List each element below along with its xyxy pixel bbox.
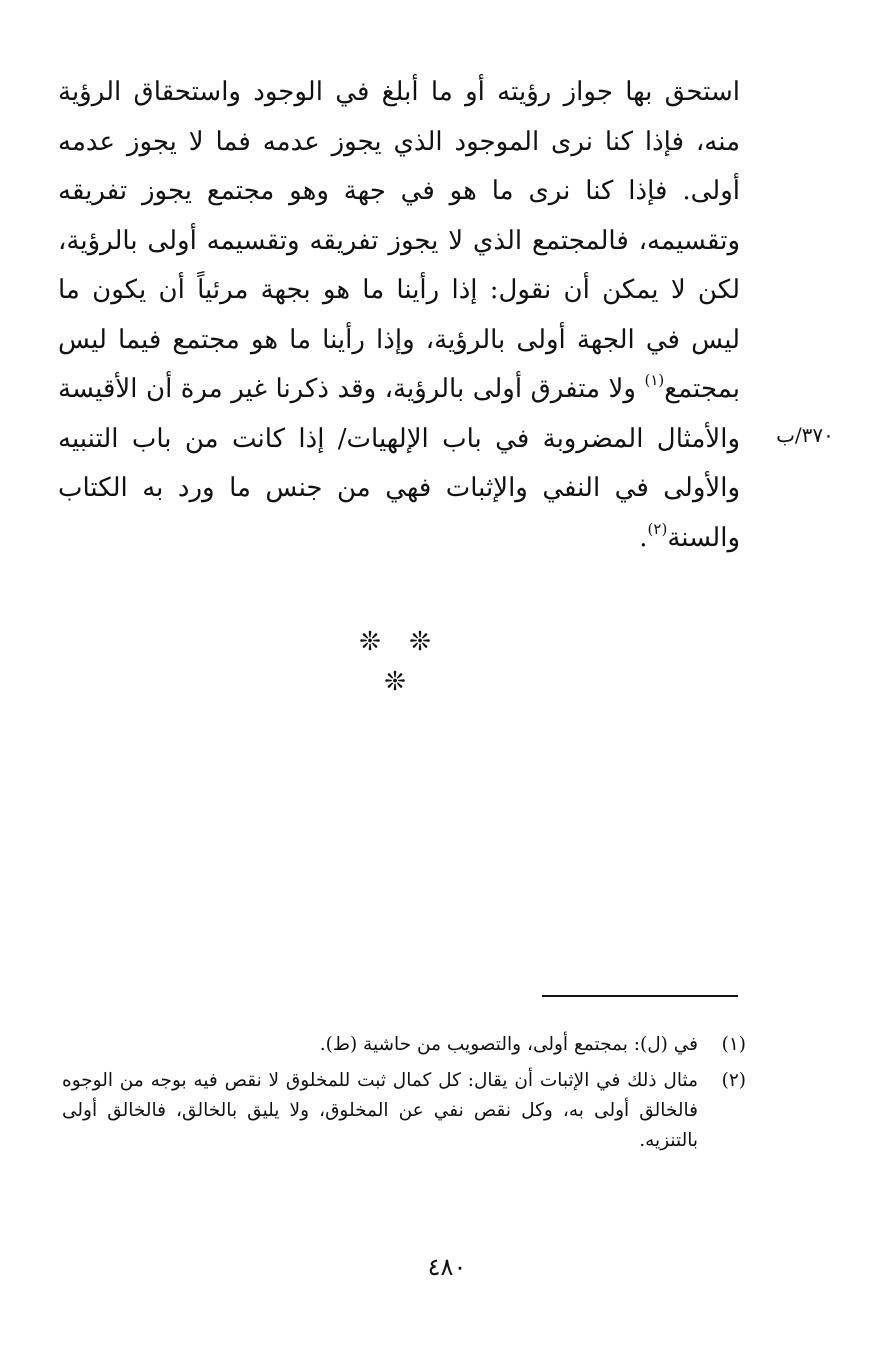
body-text-part-2: ولا متفرق أولى بالرؤية، وقد ذكرنا غير مرة أن الأقيسة والأمثال المضروبة في باب الإلهيات/ إذا كانت من باب التنبيه والأولى في النفي والإثبات فهي من جنس ما ورد به الكتاب والسنة [58, 374, 741, 553]
footnotes [62, 1030, 746, 1162]
footnote-divider [542, 995, 738, 997]
footnote-number-1: (١) [721, 1034, 746, 1055]
body-text-part-1: استحق بها جواز رؤيته أو ما أبلغ في الوجود واستحقاق الرؤية منه، فإذا كنا نرى الموجود الذي يجوز عدمه فما لا يجوز عدمه أولى. فإذا كنا نرى ما هو في جهة وهو مجتمع يجوز تفريقه وتقسيمه، فالمجتمع الذي لا يجوز تفريقه وتقسيمه أولى بالرؤية، لكن لا يمكن أن نقول: إذا رأينا ما هو بجهة مرئياً أن يكون ما ليس في الجهة أولى بالرؤية، وإذا رأينا ما هو مجتمع فيما ليس بمجتمع [58, 77, 740, 404]
footnote-number-2: (٢) [721, 1070, 746, 1091]
page-number: ٤٨٠ [427, 1253, 467, 1281]
manuscript-folio-marker: ٣٧٠/ب [776, 423, 834, 447]
footnote-reference-1: (١) [644, 371, 665, 390]
footnote-reference-2: (٢) [647, 519, 668, 538]
body-paragraph [58, 68, 740, 563]
footnote-1 [62, 1030, 746, 1060]
footnote-text-2: مثال ذلك في الإثبات أن يقال: كل كمال ثبت للمخلوق لا نقص فيه بوجه من الوجوه فالخالق أولى به، وكل نقص نفي عن المخلوق، ولا يليق بالخالق، فالخالق أولى بالتنزيه. [62, 1070, 698, 1151]
body-text-part-3: . [639, 522, 648, 553]
section-separator: ❊ ❊ ❊ [359, 627, 441, 697]
footnote-text-1: في (ل): بمجتمع أولى، والتصويب من حاشية (ط). [319, 1034, 698, 1055]
footnote-2 [62, 1066, 746, 1156]
